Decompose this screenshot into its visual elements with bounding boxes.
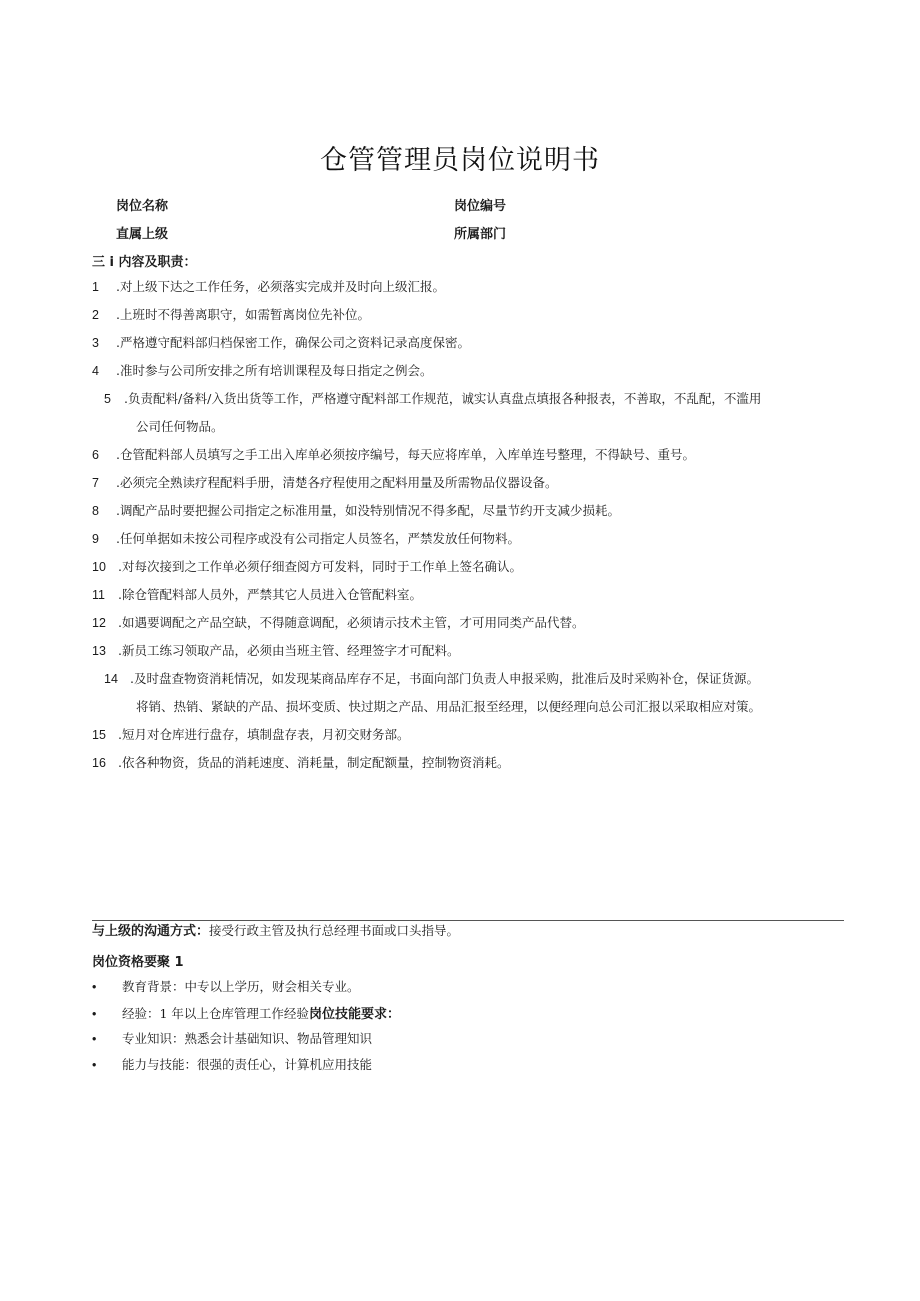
duty-text: .准时参与公司所安排之所有培训课程及每日指定之例会。 [116, 363, 433, 378]
duty-text: .新员工练习领取产品，必须由当班主管、经理签字才可配料。 [118, 643, 460, 658]
duty-item [92, 502, 620, 520]
duty-text: .短月对仓库进行盘存，填制盘存表，月初交财务部。 [118, 727, 410, 742]
skills-requirement-heading: 岗位技能要求： [308, 1007, 400, 1022]
qualification-text: 能力与技能：很强的责任心，计算机应用技能 [122, 1057, 373, 1072]
duty-item [92, 306, 370, 324]
duty-text: .调配产品时要把握公司指定之标准用量，如没特别情况不得多配，尽量节约开支减少损耗。 [116, 503, 620, 518]
duty-number: 13 [92, 644, 106, 658]
bullet-icon: • [92, 1058, 97, 1072]
communication-line [92, 922, 459, 941]
duty-text: .严格遵守配料部归档保密工作，确保公司之资料记录高度保密。 [116, 335, 470, 350]
duty-text: .及时盘查物资消耗情况，如发现某商品库存不足，书面向部门负责人申报采购，批准后及时采购补仓，保证货源。 [130, 671, 759, 686]
position-name-label: 岗位名称 [116, 199, 169, 214]
duty-text: .负责配料/备料/入货出货等工作，严格遵守配料部工作规范，诚实认真盘点填报各种报表，不善取，不乱配，不滥用 [124, 391, 762, 406]
duty-number: 6 [92, 448, 99, 462]
duty-number: 7 [92, 476, 99, 490]
duties-heading: 三 i 内容及职责： [92, 255, 197, 270]
communication-label: 与上级的沟通方式： [92, 924, 210, 939]
duty-item [92, 754, 509, 772]
qualifications-heading: 岗位资格要聚 1 [92, 955, 184, 970]
duty-item [92, 278, 445, 296]
duty-number: 4 [92, 364, 99, 378]
qualification-text: 经验：1 年以上仓库管理工作经验 [122, 1006, 309, 1021]
duty-text: .对每次接到之工作单必须仔细查阅方可发料，同时于工作单上签名确认。 [118, 559, 522, 574]
section-divider [92, 920, 844, 921]
supervisor-label: 直属上级 [116, 227, 169, 242]
duty-item [104, 670, 759, 688]
communication-text: 接受行政主管及执行总经理书面或口头指导。 [209, 923, 460, 938]
duty-text: .依各种物资，货品的消耗速度、消耗量，制定配额量，控制物资消耗。 [118, 755, 510, 770]
duty-text: .任何单据如未按公司程序或没有公司指定人员签名，严禁发放任何物料。 [116, 531, 520, 546]
duty-text: .对上级下达之工作任务，必须落实完成并及时向上级汇报。 [116, 279, 445, 294]
bullet-icon: • [92, 1032, 97, 1046]
duty-item [92, 558, 522, 576]
duty-number: 11 [92, 588, 105, 602]
duty-text: .除仓管配料部人员外，严禁其它人员进入仓管配料室。 [118, 587, 422, 602]
qualification-text: 教育背景：中专以上学历，财会相关专业。 [122, 979, 360, 994]
duty-number: 5 [104, 392, 111, 406]
duty-number: 10 [92, 560, 106, 574]
duty-item [92, 474, 557, 492]
qualification-item [92, 1055, 372, 1073]
duty-number: 1 [92, 280, 99, 294]
duty-number: 14 [104, 672, 118, 686]
duty-number: 8 [92, 504, 99, 518]
duty-number: 2 [92, 308, 99, 322]
bullet-icon: • [92, 980, 97, 994]
duty-text: .必须完全熟读疗程配料手册，清楚各疗程使用之配料用量及所需物品仪器设备。 [116, 475, 558, 490]
duty-item [92, 586, 422, 604]
duty-number: 15 [92, 728, 106, 742]
duty-item [92, 614, 584, 632]
department-label: 所属部门 [454, 227, 507, 242]
qualification-text: 专业知识：熟悉会计基础知识、物品管理知识 [122, 1031, 373, 1046]
position-code-label: 岗位编号 [454, 199, 507, 214]
duty-item [92, 726, 409, 744]
duty-text: .上班时不得善离职守，如需暂离岗位先补位。 [116, 307, 370, 322]
duty-text: .仓管配料部人员填写之手工出入库单必须按序编号，每天应将库单，入库单连号整理，不得缺号、重号。 [116, 447, 695, 462]
duty-number: 9 [92, 532, 99, 546]
qualification-item [92, 1029, 372, 1047]
duty-text: .如遇要调配之产品空缺，不得随意调配，必须请示技术主管，才可用同类产品代替。 [118, 615, 585, 630]
bullet-icon: • [92, 1007, 97, 1021]
duty-item [92, 362, 432, 380]
duty-item [92, 530, 520, 548]
duty-continuation: 公司任何物品。 [136, 419, 224, 434]
qualification-item [92, 1003, 400, 1022]
duty-item [92, 642, 459, 660]
duty-number: 16 [92, 756, 106, 770]
duty-item [92, 334, 470, 352]
page-title: 仓管管理员岗位说明书 [320, 145, 600, 176]
duty-item [92, 446, 695, 464]
qualification-item [92, 977, 360, 995]
duty-number: 12 [92, 616, 106, 630]
duty-item [104, 390, 761, 408]
duty-number: 3 [92, 336, 99, 350]
duty-continuation: 将销、热销、紧缺的产品、损坏变质、快过期之产品、用品汇报至经理，以便经理向总公司汇报以采取相应对策。 [136, 699, 762, 714]
